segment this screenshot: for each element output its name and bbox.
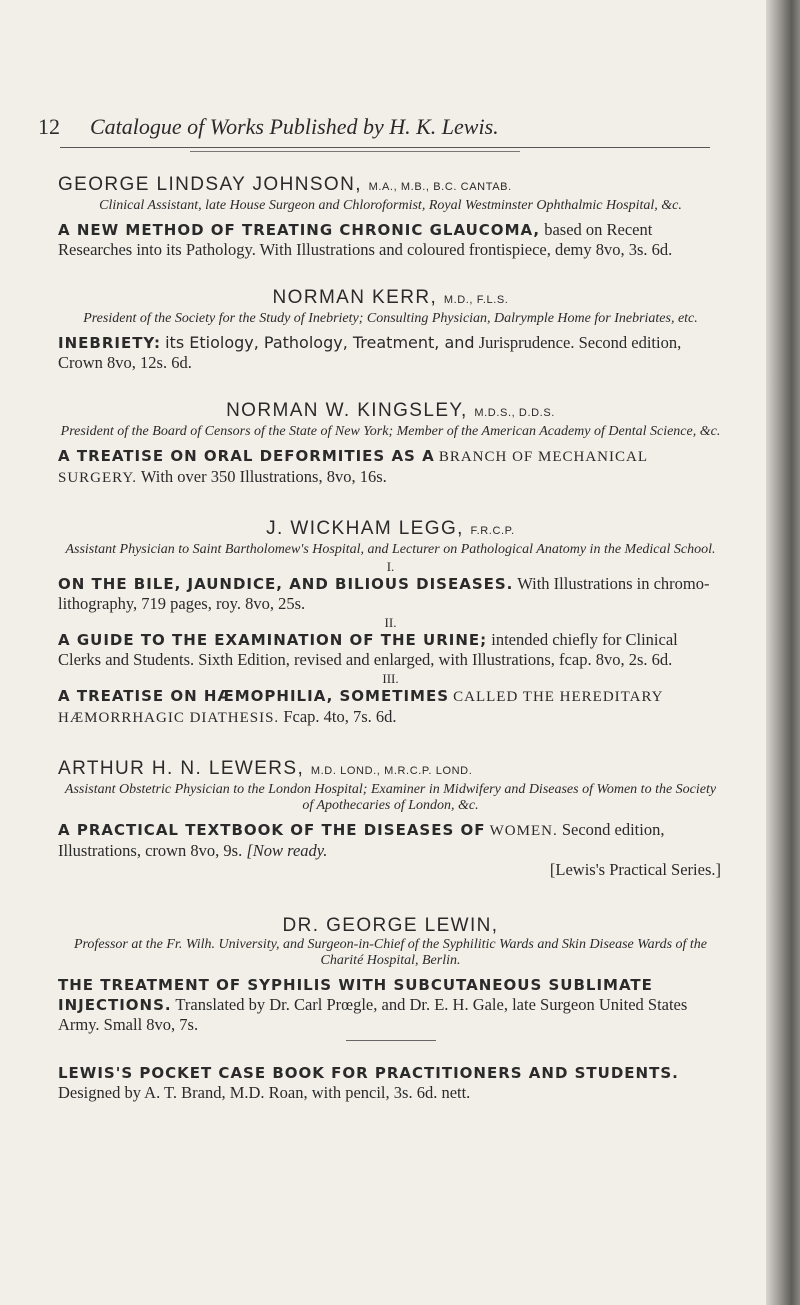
book-listing xyxy=(58,446,723,488)
book-listing xyxy=(58,1063,723,1102)
entry-johnson xyxy=(58,168,723,259)
book-subtitle: WOMEN. xyxy=(489,823,558,839)
header-rule xyxy=(60,147,710,148)
author-affiliation: President of the Society for the Study of Inebriety; Consulting Physician, Dalrymple Home for Inebriates, etc. xyxy=(83,311,698,326)
author-name: NORMAN KERR, M.D., F.L.S. xyxy=(272,287,509,308)
book-title-continued: its Etiology, Pathology, Treatment, and xyxy=(165,333,475,352)
book-details: With Illustrations in chromo-lithography, 719 pages, roy. 8vo, 25s. xyxy=(58,574,710,613)
book-details: Designed by A. T. Brand, M.D. Roan, with pencil, 3s. 6d. nett. xyxy=(58,1083,471,1102)
book-listing xyxy=(58,630,723,669)
entry-legg xyxy=(58,518,723,728)
book-details: Jurisprudence. Second edition, Crown 8vo, 12s. 6d. xyxy=(58,333,682,372)
book-details: Translated by Dr. Carl Prœgle, and Dr. E. H. Gale, late Surgeon United States Army. Small 8vo, 7s. xyxy=(58,995,688,1034)
author-affiliation: President of the Board of Censors of the State of New York; Member of the American Academy of Dental Science, &c. xyxy=(60,424,721,439)
author-affiliation: Assistant Physician to Saint Bartholomew's Hospital, and Lecturer on Pathological Anatomy in the Medical School. xyxy=(65,542,716,557)
availability-note: [Now ready. xyxy=(246,841,328,860)
author-degrees: M.A., M.B., B.C. CANTAB. xyxy=(368,181,512,193)
book-listing xyxy=(58,574,723,613)
book-details: Fcap. 4to, 7s. 6d. xyxy=(283,707,397,726)
work-numeral: III. xyxy=(382,671,399,686)
book-listing xyxy=(58,975,723,1034)
entry-lewin xyxy=(58,915,723,1041)
author-degrees: M.D., F.L.S. xyxy=(443,294,509,306)
author-affiliation: Clinical Assistant, late House Surgeon and Chloroformist, Royal Westminster Ophthalmic Hospital, &c. xyxy=(99,198,682,213)
author-name: J. WICKHAM LEGG, F.R.C.P. xyxy=(266,518,515,539)
book-listing xyxy=(58,333,723,372)
author-name: DR. GEORGE LEWIN, xyxy=(282,915,499,936)
entry-lewers xyxy=(58,758,723,879)
book-title: A PRACTICAL TEXTBOOK OF THE DISEASES OF xyxy=(58,821,486,839)
running-title: Catalogue of Works Published by H. K. Lewis. xyxy=(90,114,499,139)
book-title: A TREATISE ON HÆMOPHILIA, SOMETIMES xyxy=(58,687,450,705)
book-subtitle: CALLED THE HEREDITARY HÆMORRHAGIC DIATHESIS. xyxy=(58,689,663,726)
book-title: LEWIS'S POCKET CASE BOOK FOR PRACTITIONERS AND STUDENTS. xyxy=(58,1064,679,1082)
author-degrees: M.D. LOND., M.R.C.P. LOND. xyxy=(310,765,473,777)
book-title: A NEW METHOD OF TREATING CHRONIC GLAUCOMA, xyxy=(58,221,541,239)
book-listing xyxy=(58,220,723,259)
book-details: based on Recent Researches into its Pathology. With Illustrations and coloured frontispiece, demy 8vo, 3s. 6d. xyxy=(58,220,673,259)
header-rule-short xyxy=(190,151,520,152)
author-name: NORMAN W. KINGSLEY, M.D.S., D.D.S. xyxy=(226,400,555,421)
book-listing xyxy=(58,686,723,728)
catalogue-entries xyxy=(58,168,723,1102)
work-numeral: I. xyxy=(386,559,395,574)
author-affiliation: Assistant Obstetric Physician to the London Hospital; Examiner in Midwifery and Diseases of Women to the Society of Apothecaries of London, &c. xyxy=(64,782,717,813)
book-details: With over 350 Illustrations, 8vo, 16s. xyxy=(140,467,387,486)
entry-kingsley xyxy=(58,400,723,488)
book-title: THE TREATMENT OF SYPHILIS WITH SUBCUTANEOUS SUBLIMATE INJECTIONS. xyxy=(58,976,653,1014)
author-name: GEORGE LINDSAY JOHNSON, M.A., M.B., B.C. CANTAB. xyxy=(58,174,512,195)
page-number: 12 xyxy=(38,114,60,139)
entry-kerr xyxy=(58,287,723,372)
book-title: A GUIDE TO THE EXAMINATION OF THE URINE; xyxy=(58,631,488,649)
book-details: intended chiefly for Clinical Clerks and Students. Sixth Edition, revised and enlarged, with Illustrations, fcap. 8vo, 2s. 6d. xyxy=(58,630,678,669)
book-details: Second edition, Illustrations, crown 8vo, 9s. xyxy=(58,820,665,860)
book-page-edge xyxy=(766,0,800,1305)
book-title: ON THE BILE, JAUNDICE, AND BILIOUS DISEASES. xyxy=(58,575,514,593)
entry-pocket-case-book xyxy=(58,1063,723,1102)
author-degrees: F.R.C.P. xyxy=(470,525,515,537)
book-title: A TREATISE ON ORAL DEFORMITIES AS A xyxy=(58,447,435,465)
author-degrees: M.D.S., D.D.S. xyxy=(474,407,555,419)
work-numeral: II. xyxy=(384,615,397,630)
book-title: INEBRIETY: xyxy=(58,334,161,352)
series-name: [Lewis's Practical Series.] xyxy=(549,860,721,879)
author-name: ARTHUR H. N. LEWERS, M.D. LOND., M.R.C.P. LOND. xyxy=(58,758,473,779)
book-subtitle: BRANCH OF MECHANICAL SURGERY. xyxy=(58,449,648,486)
book-listing xyxy=(58,820,723,860)
author-affiliation: Professor at the Fr. Wilh. University, and Surgeon-in-Chief of the Syphilitic Wards and Skin Disease Wards of the Charité Hospital, Berlin. xyxy=(73,937,708,968)
